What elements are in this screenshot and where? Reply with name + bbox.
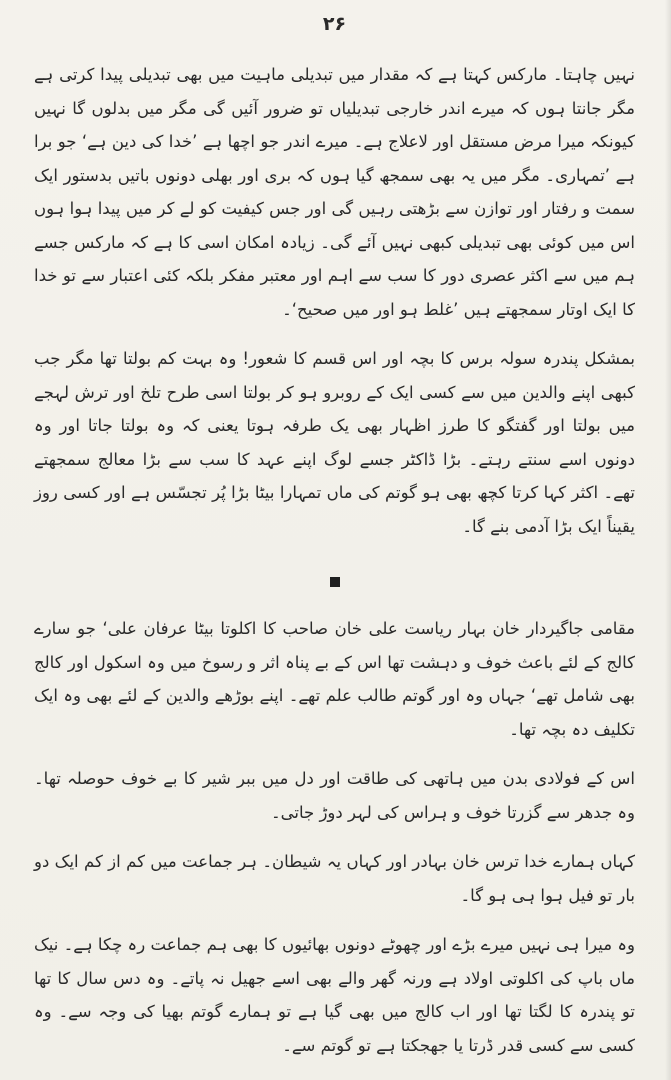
page-edge-shadow bbox=[665, 0, 671, 1080]
page-content bbox=[34, 58, 635, 1062]
page-number: ۲۶ bbox=[322, 13, 347, 35]
paragraph-strength: اس کے فولادی بدن میں ہاتھی کی طاقت اور دل میں ببر شیر کا بے خوف حوصلہ تھا۔ وہ جدھر سے گزرتا خوف و ہراس کی لہر دوڑ جاتی۔ bbox=[34, 769, 635, 822]
square-separator-icon bbox=[330, 577, 340, 587]
paragraph-comparison: کہاں ہمارے خدا ترس خان بہادر اور کہاں یہ شیطان۔ ہر جماعت میں کم از کم ایک دو بار تو فیل ہوا ہی ہو گا۔ bbox=[34, 852, 635, 905]
paragraph-classmate: وہ میرا ہی نہیں میرے بڑے اور چھوٹے دونوں بھائیوں کا بھی ہم جماعت رہ چکا ہے۔ نیک ماں باپ کی اکلوتی اولاد ہے ورنہ گھر والے بھی اسے جھیل نہ پاتے۔ وہ دس سال کا تھا تو پندرہ کا لگتا تھا اور اب کالج میں بھی گیا ہے تو ہمارے گوتم بھیا کی وجہ سے۔ وہ کسی سے کسی قدر ڈرتا یا جھجکتا ہے تو گوتم سے۔ bbox=[34, 935, 635, 1055]
paragraph-irfan-ali: مقامی جاگیردار خان بہار ریاست علی خان صاحب کا اکلوتا بیٹا عرفان علی‘ جو سارے کالج کے لئے باعث خوف و دہشت تھا اس کے بے پناہ اثر و رسوخ میں وہ اسکول اور کالج بھی شامل تھے‘ جہاں وہ اور گوتم طالب علم تھے۔ اپنے بوڑھے والدین کے لئے بھی وہ ایک تکلیف دہ بچہ تھا۔ bbox=[34, 619, 635, 739]
paragraph-marx: نہیں چاہتا۔ مارکس کہتا ہے کہ مقدار میں تبدیلی ماہیت میں بھی تبدیلی پیدا کرتی ہے مگر جانتا ہوں کہ میرے اندر خارجی تبدیلیاں تو ضرور آئیں گی مگر میں بدلوں گا نہیں کیونکہ میرا مرض مستقل اور لاعلاج ہے۔ میرے اندر جو اچھا ہے ’خدا کی دین ہے‘ جو برا ہے ’تمہاری۔ مگر میں یہ بھی سمجھ گیا ہوں کہ بری اور بھلی دونوں باتیں بدستور ایک سمت و رفتار اور توازن سے بڑھتی رہیں گی اور جس کیفیت کو لے کر میں پیدا ہوا ہوں اس میں کوئی بھی تبدیلی کبھی نہیں آئے گی۔ زیادہ امکان اسی کا ہے کہ مارکس جسے ہم میں سے اکثر عصری دور کا سب سے اہم اور معتبر مفکر بلکہ کئی اعتبار سے تو خدا کا ایک اوتار سمجھتے ہیں ’غلط ہو اور میں صحیح‘۔ bbox=[34, 65, 635, 319]
section-separator bbox=[34, 556, 635, 608]
paragraph-gautam-childhood: بمشکل پندرہ سولہ برس کا بچہ اور اس قسم کا شعور! وہ بہت کم بولتا تھا مگر جب کبھی اپنے والدین میں سے کسی ایک کے روبرو ہو کر بولتا اسی طرح تلخ اور ترش لہجے میں بولتا اور گفتگو کا طرز اظہار بھی یک طرفہ ہوتا یعنی کہ وہ بولتا جاتا اور وہ دونوں اسے سنتے رہتے۔ بڑا ڈاکٹر جسے لوگ اپنے عہد کا سب سے بڑا معالج سمجھتے تھے۔ اکثر کہا کرتا کچھ بھی ہو گوتم کی ماں تمہارا بیٹا بڑا پُر تجسّس ہے اور کسی روز یقیناً ایک بڑا آدمی بنے گا۔ bbox=[34, 349, 635, 536]
